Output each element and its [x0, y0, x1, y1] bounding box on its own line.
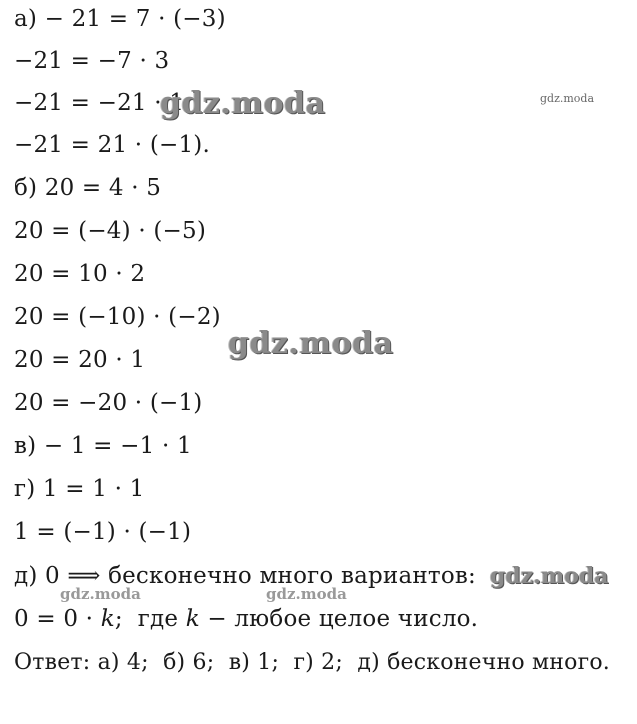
solution-line-d2: 0 = 0 · 𝑘; где 𝑘 − любое целое число. — [14, 606, 479, 632]
solution-line-a4: −21 = 21 · (−1). — [14, 132, 210, 158]
solution-line-g2: 1 = (−1) · (−1) — [14, 519, 192, 545]
watermark: gdz.moda — [540, 92, 595, 105]
solution-line-d1: д) 0 ⟹ бесконечно много вариантов: — [14, 563, 476, 589]
answer-line: Ответ: а) 4; б) 6; в) 1; г) 2; д) бесконечно много. — [14, 650, 610, 675]
solution-line-a2: −21 = −7 · 3 — [14, 48, 170, 74]
solution-line-b1: б) 20 = 4 · 5 — [14, 175, 162, 201]
solution-line-b6: 20 = −20 · (−1) — [14, 390, 203, 416]
solution-line-b5: 20 = 20 · 1 — [14, 347, 146, 373]
watermark: gdz.moda — [60, 585, 141, 603]
solution-line-a3: −21 = −21 · 1 — [14, 90, 185, 116]
solution-line-b4: 20 = (−10) · (−2) — [14, 304, 221, 330]
watermark: gdz.moda — [490, 563, 609, 589]
solution-line-a1: а) − 21 = 7 · (−3) — [14, 6, 226, 32]
watermark: gdz.moda — [266, 585, 347, 603]
solution-line-b3: 20 = 10 · 2 — [14, 261, 146, 287]
watermark: gdz.moda — [160, 86, 326, 121]
watermark: gdz.moda — [228, 326, 394, 361]
solution-line-v1: в) − 1 = −1 · 1 — [14, 433, 192, 459]
solution-line-g1: г) 1 = 1 · 1 — [14, 476, 145, 502]
solution-line-b2: 20 = (−4) · (−5) — [14, 218, 206, 244]
